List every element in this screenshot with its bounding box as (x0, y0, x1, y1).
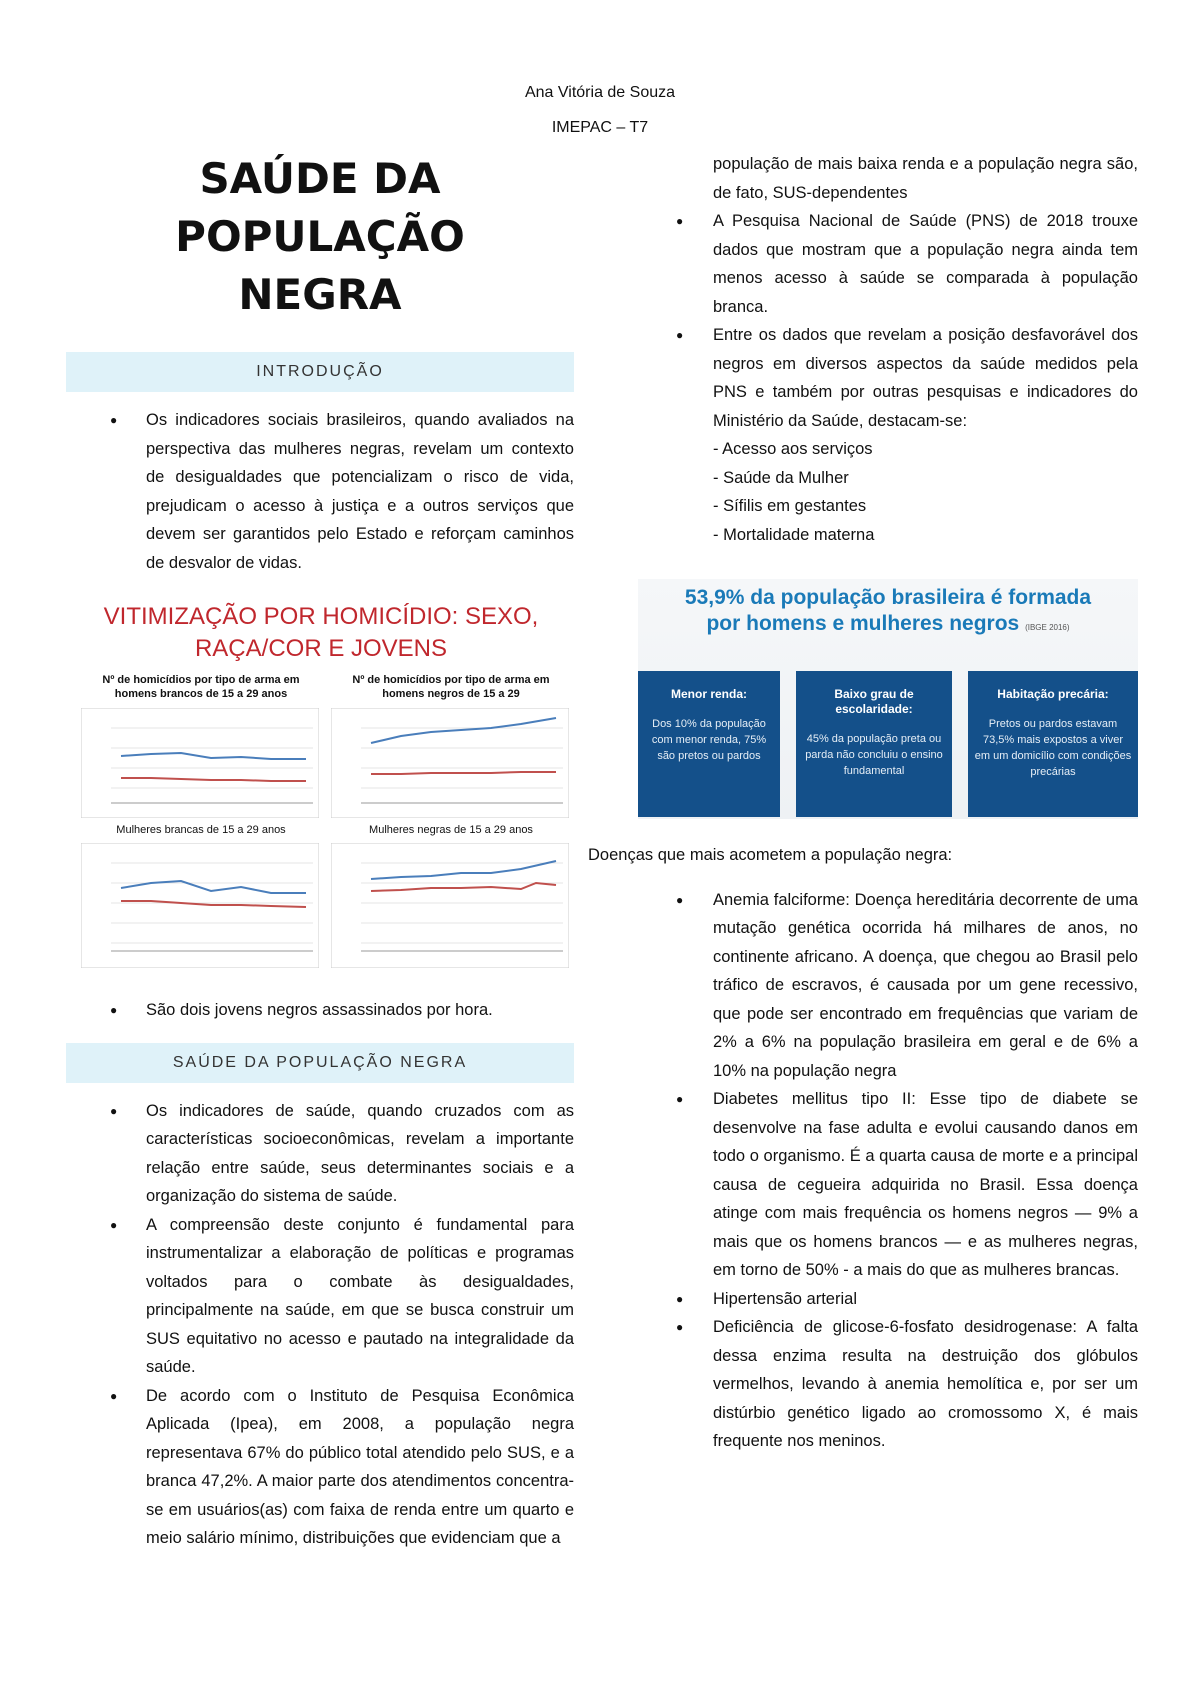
infographic-headline-line-1: 53,9% da população brasileira é formada (684, 586, 1092, 609)
diseases-heading: Doenças que mais acometem a população negra: (588, 846, 953, 864)
homicide-figure-title (71, 601, 571, 665)
info-box-body: Pretos ou pardos estavam 73,5% mais expostos a viver em um domicílio com condições precárias (974, 718, 1132, 778)
chart-black-women-title: Mulheres negras de 15 a 29 anos (369, 824, 533, 836)
disease-bullet: ● Diabetes mellitus tipo II: Esse tipo de diabete se desenvolve na fase adulta e evolui causando danos em todo o organismo. É a quarta causa de morte e a principal causa de cegueira adquirida no Brasil. Essa doença atinge com mais frequência os homens negros — 9% a mais que os homens brancos — e as mulheres negras, em torno de 50% - a mais do que as mulheres brancas. (640, 1085, 1138, 1285)
subitem: - Mortalidade materna (713, 525, 875, 544)
infographic-headline (638, 579, 1138, 641)
chart-black-men-title: Nº de homicídios por tipo de arma em homens negros de 15 a 29 (352, 674, 550, 700)
pns-bullet: ● Entre os dados que revelam a posição desfavorável dos negros em diversos aspectos da saúde medidos pela PNS e também por outras pesquisas e indicadores do Ministério da Saúde, destacam-se: (640, 321, 1138, 435)
course-label: IMEPAC – T7 (551, 119, 649, 136)
title-line-3: NEGRA (238, 270, 402, 319)
homicide-title-line-2: RAÇA/COR E JOVENS (194, 635, 448, 662)
disease-bullet: ● Anemia falciforme: Doença hereditária decorrente de uma mutação genética ocorrida há milhares de anos, no continente africano. A doença, que chegou ao Brasil pelo tráfico de escravos, é causada por um gene recessivo, que pode ser encontrado em frequências que variam de 2% a 6% na população brasileira em geral e de 6% a 10% na população negra (640, 886, 1138, 1086)
homicide-figure (71, 601, 571, 976)
chart-black-men-plot (331, 708, 569, 818)
chart-white-men (81, 673, 321, 818)
saude-heading: SAÚDE DA POPULAÇÃO NEGRA (66, 1043, 574, 1083)
after-figure-bullet: ● São dois jovens negros assassinados por hora. (66, 996, 574, 1025)
info-box-title: Habitação precária: (997, 687, 1109, 701)
disease-bullet: ● Deficiência de glicose-6-fosfato desidrogenase: A falta dessa enzima resulta na destruição dos glóbulos vermelhos, levando à anemia hemolítica e, por ser um distúrbio genético ligado ao cromossomo X, é mais frequente nos meninos. (640, 1313, 1138, 1456)
page-title (66, 150, 574, 324)
saude-bullet: ● A compreensão deste conjunto é fundamental para instrumentalizar a elaboração de políticas e programas voltados para o combate às desigualdades, principalmente na saúde, em que se busca construir um SUS equitativo no acesso e pautado na integralidade da saúde. (66, 1211, 574, 1382)
title-line-1: SAÚDE DA (199, 154, 441, 203)
info-box-title: Baixo grau de escolaridade: (834, 687, 914, 716)
chart-white-men-plot (81, 708, 319, 818)
infographic-source: (IBGE 2016) (1025, 623, 1070, 632)
chart-white-women-title: Mulheres brancas de 15 a 29 anos (116, 824, 286, 836)
left-column (66, 150, 574, 1553)
highlight-subitems (640, 435, 1138, 549)
pns-list (640, 207, 1138, 435)
chart-white-men-title: Nº de homicídios por tipo de arma em homens brancos de 15 a 29 anos (102, 674, 300, 700)
pns-bullet: ● A Pesquisa Nacional de Saúde (PNS) de 2018 trouxe dados que mostram que a população negra ainda tem menos acesso à saúde se comparada à população branca. (640, 207, 1138, 321)
intro-bullet: ● Os indicadores sociais brasileiros, quando avaliados na perspectiva das mulheres negras, revelam um contexto de desigualdades que potencializam o risco de vida, prejudicam o acesso à justiça e a outros serviços que devem ser garantidos pelo Estado e reforçam caminhos de desvalor de vidas. (66, 406, 574, 577)
subitem: - Sífilis em gestantes (713, 497, 867, 515)
info-box-body: Dos 10% da população com menor renda, 75% são pretos ou pardos (651, 718, 767, 762)
saude-bullet: ● De acordo com o Instituto de Pesquisa Econômica Aplicada (Ipea), em 2008, a população negra representava 67% do público total atendido pelo SUS, e a branca 47,2%. A maior parte dos atendimentos concentra-se em usuários(as) com faixa de renda entre um quarto e meio salário mínimo, distribuições que evidenciam que a (66, 1382, 574, 1553)
homicide-title-line-1: VITIMIZAÇÃO POR HOMICÍDIO: SEXO, (103, 603, 539, 630)
title-line-2: POPULAÇÃO (175, 212, 465, 261)
chart-black-women-plot (331, 843, 569, 968)
info-box-education (796, 671, 952, 817)
intro-heading: INTRODUÇÃO (66, 352, 574, 392)
author-name: Ana Vitória de Souza (524, 84, 676, 101)
diseases-list (640, 886, 1138, 1456)
info-box-title: Menor renda: (670, 687, 747, 701)
population-infographic (638, 579, 1138, 819)
info-box-body: 45% da população preta ou parda não concluiu o ensino fundamental (805, 733, 943, 777)
saude-bullet: ● Os indicadores de saúde, quando cruzados com as características socioeconômicas, revelam a importante relação entre saúde, seus determinantes sociais e a organização do sistema de saúde. (66, 1097, 574, 1211)
info-box-housing (968, 671, 1138, 817)
disease-bullet: ● Hipertensão arterial (640, 1285, 1138, 1314)
chart-black-women (331, 823, 571, 968)
info-box-income (638, 671, 780, 817)
right-column (588, 150, 1138, 1456)
chart-black-men (331, 673, 571, 818)
saude-list (66, 1097, 574, 1553)
subitem: - Saúde da Mulher (713, 468, 849, 487)
infographic-boxes (638, 671, 1138, 817)
subitem: - Acesso aos serviços (713, 440, 873, 458)
chart-white-women (81, 823, 321, 968)
chart-white-women-plot (81, 843, 319, 968)
homicide-chart-grid (81, 673, 571, 973)
after-figure-list (66, 996, 574, 1025)
intro-list (66, 406, 574, 577)
continuation-paragraph: população de mais baixa renda e a população negra são, de fato, SUS-dependentes (713, 155, 1138, 202)
infographic-headline-line-2: por homens e mulheres negros (706, 612, 1020, 635)
